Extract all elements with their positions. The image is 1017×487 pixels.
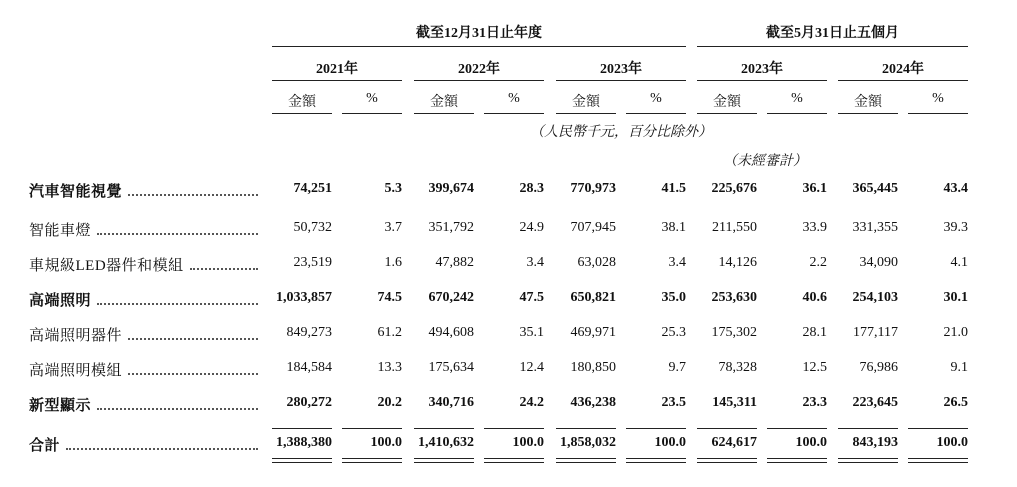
amount-header: 金額 bbox=[713, 95, 741, 110]
amount-header: 金額 bbox=[288, 95, 316, 110]
year-rule bbox=[838, 80, 968, 81]
total-double-rule bbox=[838, 458, 898, 463]
row-label: 高端照明模組 bbox=[29, 363, 123, 379]
amount-cell: 399,674 bbox=[428, 181, 474, 196]
percent-cell: 1.6 bbox=[384, 255, 402, 270]
pct-header: % bbox=[650, 91, 662, 106]
amount-cell: 670,242 bbox=[428, 290, 474, 305]
amount-cell: 340,716 bbox=[428, 395, 474, 410]
amount-cell: 650,821 bbox=[570, 290, 616, 305]
percent-cell: 5.3 bbox=[384, 181, 402, 196]
unaudited-note: （未經審計） bbox=[723, 154, 807, 169]
leader-dots bbox=[190, 268, 258, 270]
pct-header: % bbox=[366, 91, 378, 106]
percent-cell: 24.2 bbox=[519, 395, 544, 410]
subtotal-rule bbox=[626, 428, 686, 429]
amount-cell: 280,272 bbox=[286, 395, 332, 410]
amount-cell: 707,945 bbox=[570, 220, 616, 235]
row-label: 高端照明 bbox=[29, 293, 92, 309]
leader-dots bbox=[128, 338, 258, 340]
total-double-rule bbox=[272, 458, 332, 463]
year-rule bbox=[556, 80, 686, 81]
amount-cell: 494,608 bbox=[428, 325, 474, 340]
total-label: 合計 bbox=[29, 438, 61, 454]
percent-cell: 28.3 bbox=[519, 181, 544, 196]
year-header-2024: 2024年 bbox=[882, 62, 924, 77]
percent-cell: 23.3 bbox=[802, 395, 827, 410]
percent-cell: 3.4 bbox=[668, 255, 686, 270]
percent-cell: 25.3 bbox=[661, 325, 686, 340]
percent-cell: 38.1 bbox=[661, 220, 686, 235]
amount-cell: 177,117 bbox=[853, 325, 898, 340]
sub-rule bbox=[697, 113, 757, 114]
subtotal-rule bbox=[484, 428, 544, 429]
percent-cell: 40.6 bbox=[802, 290, 827, 305]
amount-cell: 223,645 bbox=[852, 395, 898, 410]
sub-rule bbox=[908, 113, 968, 114]
percent-cell: 35.0 bbox=[661, 290, 686, 305]
percent-cell: 100.0 bbox=[512, 435, 544, 450]
amount-cell: 1,388,380 bbox=[276, 435, 332, 450]
year-header-2022: 2022年 bbox=[458, 62, 500, 77]
percent-cell: 39.3 bbox=[943, 220, 968, 235]
percent-cell: 100.0 bbox=[654, 435, 686, 450]
amount-cell: 76,986 bbox=[859, 360, 898, 375]
percent-cell: 61.2 bbox=[377, 325, 402, 340]
row-label: 高端照明器件 bbox=[29, 328, 123, 344]
percent-cell: 30.1 bbox=[943, 290, 968, 305]
percent-cell: 35.1 bbox=[519, 325, 544, 340]
amount-cell: 180,850 bbox=[570, 360, 616, 375]
amount-header: 金額 bbox=[572, 95, 600, 110]
row-label: 車規級LED器件和模組 bbox=[29, 258, 184, 274]
percent-cell: 100.0 bbox=[936, 435, 968, 450]
amount-cell: 14,126 bbox=[718, 255, 757, 270]
amount-cell: 184,584 bbox=[286, 360, 332, 375]
subtotal-rule bbox=[908, 428, 968, 429]
percent-cell: 21.0 bbox=[943, 325, 968, 340]
sub-rule bbox=[484, 113, 544, 114]
sub-rule bbox=[838, 113, 898, 114]
percent-cell: 4.1 bbox=[950, 255, 968, 270]
amount-cell: 47,882 bbox=[435, 255, 474, 270]
leader-dots bbox=[128, 373, 258, 375]
amount-cell: 253,630 bbox=[711, 290, 757, 305]
sub-rule bbox=[272, 113, 332, 114]
pct-header: % bbox=[508, 91, 520, 106]
year-rule bbox=[697, 80, 827, 81]
amount-cell: 63,028 bbox=[577, 255, 616, 270]
amount-cell: 843,193 bbox=[852, 435, 898, 450]
percent-cell: 36.1 bbox=[802, 181, 827, 196]
amount-header: 金額 bbox=[430, 95, 458, 110]
total-double-rule bbox=[908, 458, 968, 463]
sub-rule bbox=[342, 113, 402, 114]
percent-cell: 9.1 bbox=[950, 360, 968, 375]
amount-cell: 145,311 bbox=[712, 395, 757, 410]
percent-cell: 28.1 bbox=[802, 325, 827, 340]
total-double-rule bbox=[342, 458, 402, 463]
sub-rule bbox=[556, 113, 616, 114]
amount-cell: 74,251 bbox=[293, 181, 332, 196]
percent-cell: 100.0 bbox=[370, 435, 402, 450]
total-double-rule bbox=[767, 458, 827, 463]
amount-cell: 34,090 bbox=[859, 255, 898, 270]
amount-cell: 1,033,857 bbox=[276, 290, 332, 305]
subtotal-rule bbox=[272, 428, 332, 429]
amount-cell: 331,355 bbox=[852, 220, 898, 235]
percent-cell: 3.7 bbox=[384, 220, 402, 235]
year-header-2023-5m: 2023年 bbox=[741, 62, 783, 77]
percent-cell: 43.4 bbox=[943, 181, 968, 196]
leader-dots bbox=[128, 194, 258, 196]
percent-cell: 12.5 bbox=[802, 360, 827, 375]
amount-cell: 225,676 bbox=[711, 181, 757, 196]
total-double-rule bbox=[697, 458, 757, 463]
total-double-rule bbox=[414, 458, 474, 463]
percent-cell: 47.5 bbox=[519, 290, 544, 305]
leader-dots bbox=[97, 233, 258, 235]
subtotal-rule bbox=[342, 428, 402, 429]
sub-rule bbox=[626, 113, 686, 114]
subtotal-rule bbox=[767, 428, 827, 429]
pct-header: % bbox=[791, 91, 803, 106]
amount-cell: 175,302 bbox=[711, 325, 757, 340]
year-rule bbox=[414, 80, 544, 81]
percent-cell: 26.5 bbox=[943, 395, 968, 410]
percent-cell: 2.2 bbox=[809, 255, 827, 270]
amount-cell: 50,732 bbox=[293, 220, 332, 235]
row-label: 智能車燈 bbox=[29, 223, 92, 239]
leader-dots bbox=[97, 303, 258, 305]
percent-cell: 13.3 bbox=[377, 360, 402, 375]
amount-cell: 1,410,632 bbox=[418, 435, 474, 450]
total-double-rule bbox=[556, 458, 616, 463]
group-header-year: 截至12月31日止年度 bbox=[416, 26, 542, 41]
amount-cell: 351,792 bbox=[428, 220, 474, 235]
percent-cell: 9.7 bbox=[668, 360, 686, 375]
amount-cell: 436,238 bbox=[570, 395, 616, 410]
subtotal-rule bbox=[414, 428, 474, 429]
percent-cell: 41.5 bbox=[661, 181, 686, 196]
amount-cell: 624,617 bbox=[711, 435, 757, 450]
total-double-rule bbox=[484, 458, 544, 463]
row-label: 汽車智能視覺 bbox=[29, 184, 123, 200]
percent-cell: 3.4 bbox=[526, 255, 544, 270]
amount-cell: 1,858,032 bbox=[560, 435, 616, 450]
amount-cell: 23,519 bbox=[293, 255, 332, 270]
percent-cell: 12.4 bbox=[519, 360, 544, 375]
percent-cell: 33.9 bbox=[802, 220, 827, 235]
percent-cell: 20.2 bbox=[377, 395, 402, 410]
row-label: 新型顯示 bbox=[29, 398, 92, 414]
pct-header: % bbox=[932, 91, 944, 106]
year-rule bbox=[272, 80, 402, 81]
group-rule-five-months bbox=[697, 46, 968, 47]
amount-cell: 849,273 bbox=[286, 325, 332, 340]
total-double-rule bbox=[626, 458, 686, 463]
unit-note: （人民幣千元，百分比除外） bbox=[530, 125, 712, 140]
year-header-2021: 2021年 bbox=[316, 62, 358, 77]
subtotal-rule bbox=[697, 428, 757, 429]
group-header-five-months: 截至5月31日止五個月 bbox=[766, 26, 899, 41]
leader-dots bbox=[97, 408, 258, 410]
year-header-2023: 2023年 bbox=[600, 62, 642, 77]
percent-cell: 23.5 bbox=[661, 395, 686, 410]
percent-cell: 24.9 bbox=[519, 220, 544, 235]
sub-rule bbox=[414, 113, 474, 114]
sub-rule bbox=[767, 113, 827, 114]
group-rule-year bbox=[272, 46, 686, 47]
amount-cell: 469,971 bbox=[570, 325, 616, 340]
amount-cell: 770,973 bbox=[570, 181, 616, 196]
leader-dots bbox=[66, 448, 258, 450]
subtotal-rule bbox=[838, 428, 898, 429]
amount-cell: 365,445 bbox=[852, 181, 898, 196]
amount-cell: 175,634 bbox=[428, 360, 474, 375]
amount-cell: 254,103 bbox=[852, 290, 898, 305]
amount-header: 金額 bbox=[854, 95, 882, 110]
amount-cell: 78,328 bbox=[718, 360, 757, 375]
percent-cell: 100.0 bbox=[795, 435, 827, 450]
percent-cell: 74.5 bbox=[377, 290, 402, 305]
subtotal-rule bbox=[556, 428, 616, 429]
amount-cell: 211,550 bbox=[712, 220, 757, 235]
